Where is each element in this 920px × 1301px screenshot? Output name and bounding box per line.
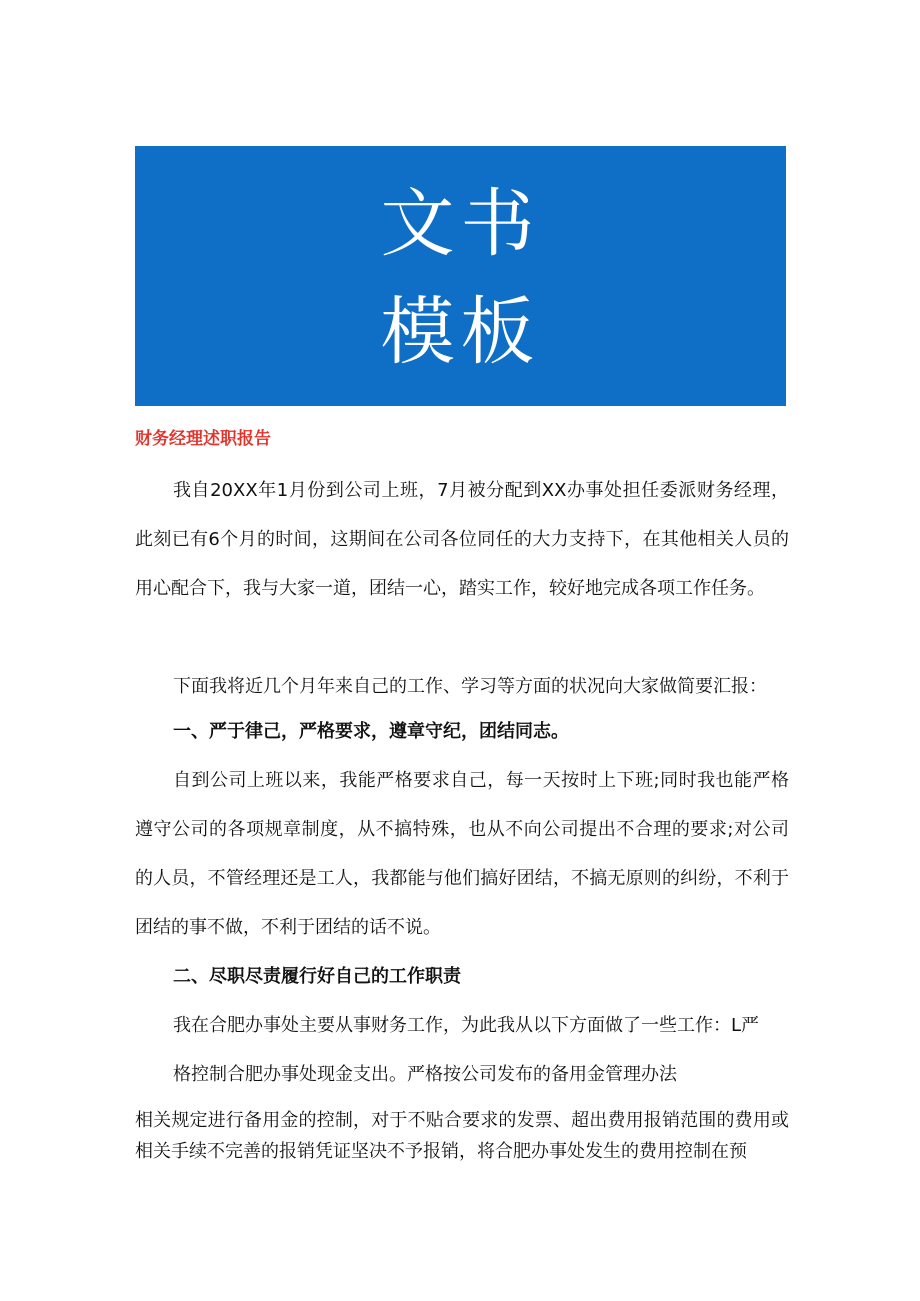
title-banner (135, 146, 786, 406)
paragraph-reserve-fund: 相关规定进行备用金的控制，对于不贴合要求的发票、超出费用报销范围的费用或相关手续不完善的报销凭证坚决不予报销，将合肥办事处发生的费用控制在预 (135, 1110, 789, 1162)
paragraph-intro: 我自20XX年1月份到公司上班，7月被分配到XX办事处担任委派财务经理，此刻已有6个月的时间，这期间在公司各位同任的大力支持下，在其他相关人员的用心配合下，我与大家一道，团结一心，踏实工作，较好地完成各项工作任务。 (135, 480, 789, 599)
paragraph-summary: 下面我将近几个月年来自己的工作、学习等方面的状况向大家做简要汇报： (173, 676, 767, 697)
section-heading-2: 二、尽职尽责履行好自己的工作职责 (173, 966, 461, 987)
banner-line-1: 文书 (380, 181, 541, 267)
paragraph-cash-control: 格控制合肥办事处现金支出。严格按公司发布的备用金管理办法 (173, 1064, 677, 1085)
banner-line-2: 模板 (380, 289, 541, 375)
paragraph-duties: 我在合肥办事处主要从事财务工作，为此我从以下方面做了一些工作：L严 (173, 1015, 760, 1036)
document-title: 财务经理述职报告 (135, 429, 271, 449)
paragraph-discipline: 自到公司上班以来，我能严格要求自己，每一天按时上下班;同时我也能严格遵守公司的各项规章制度，从不搞特殊，也从不向公司提出不合理的要求;对公司的人员，不管经理还是工人，我都能与他们搞好团结，不搞无原则的纠纷，不利于团结的事不做，不利于团结的话不说。 (135, 770, 789, 938)
section-heading-1: 一、严于律己，严格要求，遵章守纪，团结同志。 (173, 721, 569, 742)
